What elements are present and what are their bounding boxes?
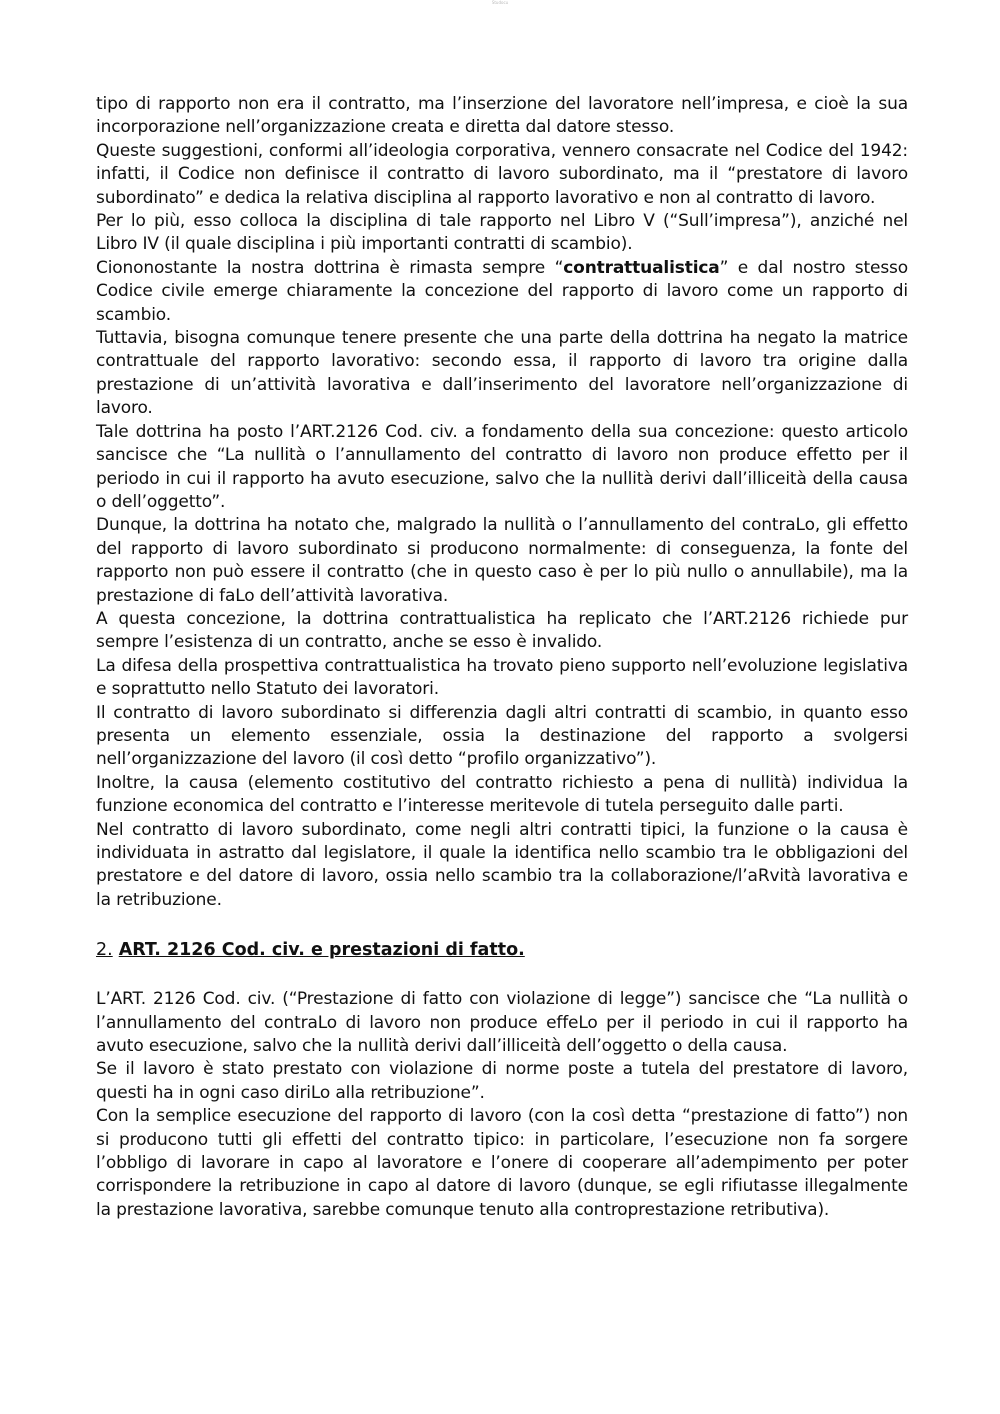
section-number: 2. [96,940,113,961]
paragraph: Per lo più, esso colloca la disciplina di tale rapporto nel Libro V (“Sull’impresa”), anziché nel Libro IV (il quale disciplina i più importanti contratti di scambio). [96,211,908,255]
paragraph-text: ” e dal nostro stesso Codice civile emerge chiaramente la concezione del rapporto di lavoro come un rapporto di scambio. [96,257,909,325]
document-body [96,93,908,1222]
paragraph: La difesa della prospettiva contrattualistica ha trovato pieno supporto nell’evoluzione legislativa e soprattutto nello Statuto dei lavoratori. [96,655,908,700]
header-watermark: Studocu [491,0,509,5]
paragraph: Tuttavia, bisogna comunque tenere presente che una parte della dottrina ha negato la matrice contrattuale del rapporto lavorativo: secondo essa, il rapporto di lavoro tra origine dalla prestazione di un’attività lavorativa e dall’inserimento del lavoratore nell’organizzazione di lavoro. [96,328,908,419]
paragraph: A questa concezione, la dottrina contrattualistica ha replicato che l’ART.2126 richiede pur sempre l’esistenza di un contratto, anche se esso è invalido. [96,608,908,653]
paragraph: tipo di rapporto non era il contratto, ma l’inserzione del lavoratore nell’impresa, e cioè la sua incorporazione nell’organizzazione creata e diretta dal datore stesso. [96,94,908,138]
paragraph: Il contratto di lavoro subordinato si differenzia dagli altri contratti di scambio, in quanto esso presenta un elemento essenziale, ossia la destinazione del rapporto a svolgersi nell’organizzazione del lavoro (il così detto “profilo organizzativo”). [96,702,908,770]
paragraph: Inoltre, la causa (elemento costitutivo del contratto richiesto a pena di nullità) individua la funzione economica del contratto e l’interesse meritevole di tutela perseguito dalle parti. [96,772,908,817]
paragraph-text: Ciononostante la nostra dottrina è rimasta sempre “ [96,257,564,278]
paragraph: Queste suggestioni, conformi all’ideologia corporativa, vennero consacrate nel Codice del 1942: infatti, il Codice non definisce il contratto di lavoro subordinato, ma il “prestatore di lavoro subordinato” e dedica la relativa disciplina al rapporto lavorativo e non al contratto di lavoro. [96,140,908,208]
paragraph: Tale dottrina ha posto l’ART.2126 Cod. civ. a fondamento della sua concezione: questo articolo sancisce che “La nullità o l’annullamento del contratto di lavoro non produce effetto per il periodo in cui il rapporto ha avuto esecuzione, salvo che la nullità derivi dall’illiceità della causa o dell’oggetto”. [96,421,908,512]
paragraph: Se il lavoro è stato prestato con violazione di norme poste a tutela del prestatore di lavoro, questi ha in ogni caso diriLo alla retribuzione”. [96,1059,908,1103]
paragraph: Dunque, la dottrina ha notato che, malgrado la nullità o l’annullamento del contraLo, gli effetto del rapporto di lavoro subordinato si producono normalmente: di conseguenza, la fonte del rapporto non può essere il contratto (che in questo caso è per lo più nullo o annullabile), ma la prestazione di faLo dell’attività lavorativa. [96,515,908,606]
paragraph: Con la semplice esecuzione del rapporto di lavoro (con la così detta “prestazione di fatto”) non si producono tutti gli effetti del contratto tipico: in particolare, l’esecuzione non fa sorgere l’obbligo di lavorare in capo al lavoratore e l’onere di cooperare all’adempimento per poter corrispondere la retribuzione in capo al datore di lavoro (dunque, se egli rifiutasse illegalmente la prestazione lavorativa, sarebbe comunque tenuto alla controprestazione retributiva). [96,1106,908,1220]
section-heading [96,938,908,962]
section-title: ART. 2126 Cod. civ. e prestazioni di fatto. [118,940,525,961]
paragraph: Nel contratto di lavoro subordinato, come negli altri contratti tipici, la funzione o la causa è individuata in astratto dal legislatore, il quale la identifica nello scambio tra le obbligazioni del prestatore e del datore di lavoro, ossia nello scambio tra la collaborazione/l’aRvità lavorativa e la retribuzione. [96,819,908,910]
paragraph [96,257,908,327]
paragraph: L’ART. 2126 Cod. civ. (“Prestazione di fatto con violazione di legge”) sancisce che “La nullità o l’annullamento del contraLo di lavoro non produce effeLo per il periodo in cui il rapporto ha avuto esecuzione, salvo che la nullità derivi dall’illiceità dell’oggetto o della causa. [96,989,908,1057]
bold-term: contrattualistica [563,257,720,278]
